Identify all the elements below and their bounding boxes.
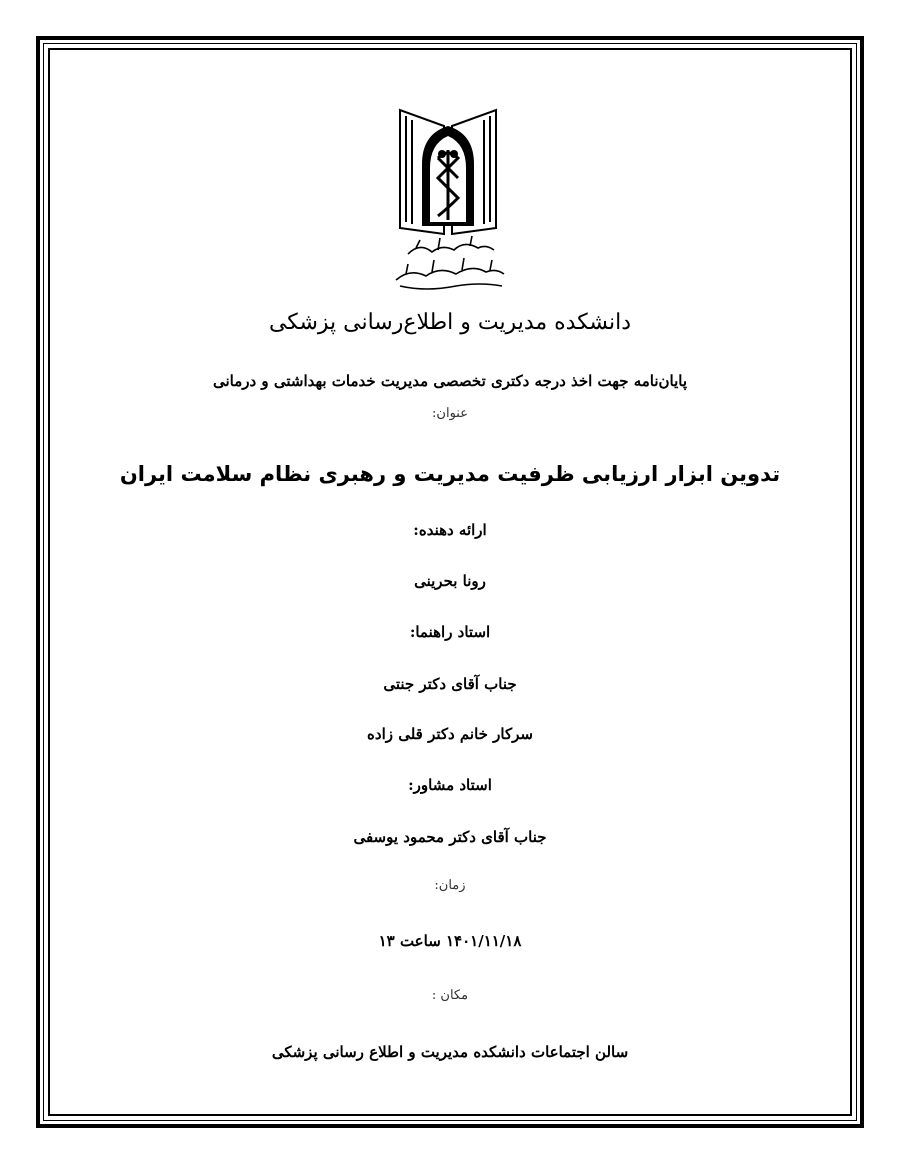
university-logo-icon [386,104,510,294]
advisor-name: جناب آقای دکتر محمود یوسفی [353,828,547,846]
supervisor-name-1: جناب آقای دکتر جنتی [383,675,517,693]
time-label: زمان: [434,878,466,893]
advisor-label: استاد مشاور: [408,776,492,794]
thesis-title: تدوین ابزار ارزیابی ظرفیت مدیریت و رهبری نظام سلامت ایران [119,462,781,486]
presenter-label: ارائه دهنده: [413,521,487,539]
presenter-name: رونا بحرینی [414,572,486,590]
degree-statement: پایان‌نامه جهت اخذ درجه دکتری تخصصی مدیریت خدمات بهداشتی و درمانی [212,372,688,390]
supervisor-label: استاد راهنما: [409,623,491,641]
faculty-name: دانشکده مدیریت و اطلاع‌رسانی پزشکی [268,310,632,335]
defense-time: ۱۴۰۱/۱۱/۱۸ ساعت ۱۳ [378,932,522,950]
defense-place: سالن اجتماعات دانشکده مدیریت و اطلاع رسانی پزشکی [271,1043,629,1061]
supervisor-name-2: سرکار خانم دکتر قلی زاده [367,725,533,743]
place-label: مکان : [431,988,469,1003]
title-label: عنوان: [432,406,468,421]
